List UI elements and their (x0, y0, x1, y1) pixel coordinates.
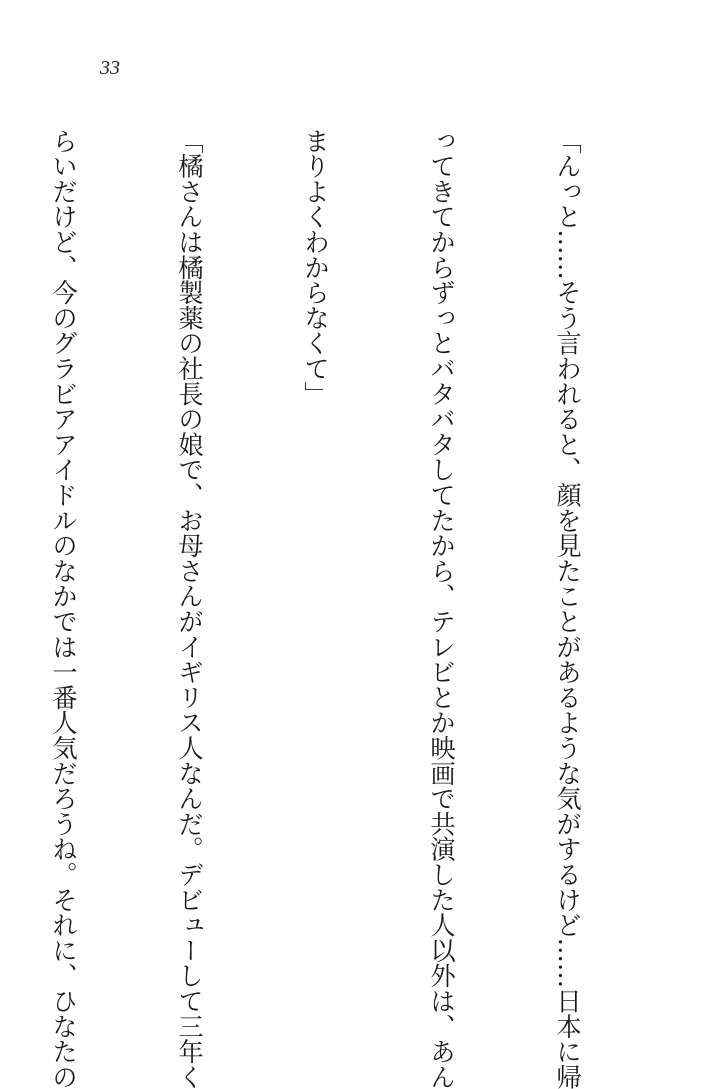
text-line: 「んっと……そう言われると、顔を見たことがあるような気がするけど……日本に帰 (553, 128, 582, 1089)
novel-body-text (49, 128, 672, 1089)
text-line: ってきてからずっとバタバタしてたから、テレビとか映画で共演した人以外は、あん (427, 128, 456, 1089)
text-line: まりよくわからなくて」 (301, 128, 330, 407)
page-number: 33 (100, 57, 120, 79)
text-line: 「橘さんは橘製薬の社長の娘で、お母さんがイギリス人なんだ。デビューして三年く (175, 128, 204, 1089)
text-line: らいだけど、今のグラビアアイドルのなかでは一番人気だろうね。それに、ひなたの (49, 128, 78, 1089)
